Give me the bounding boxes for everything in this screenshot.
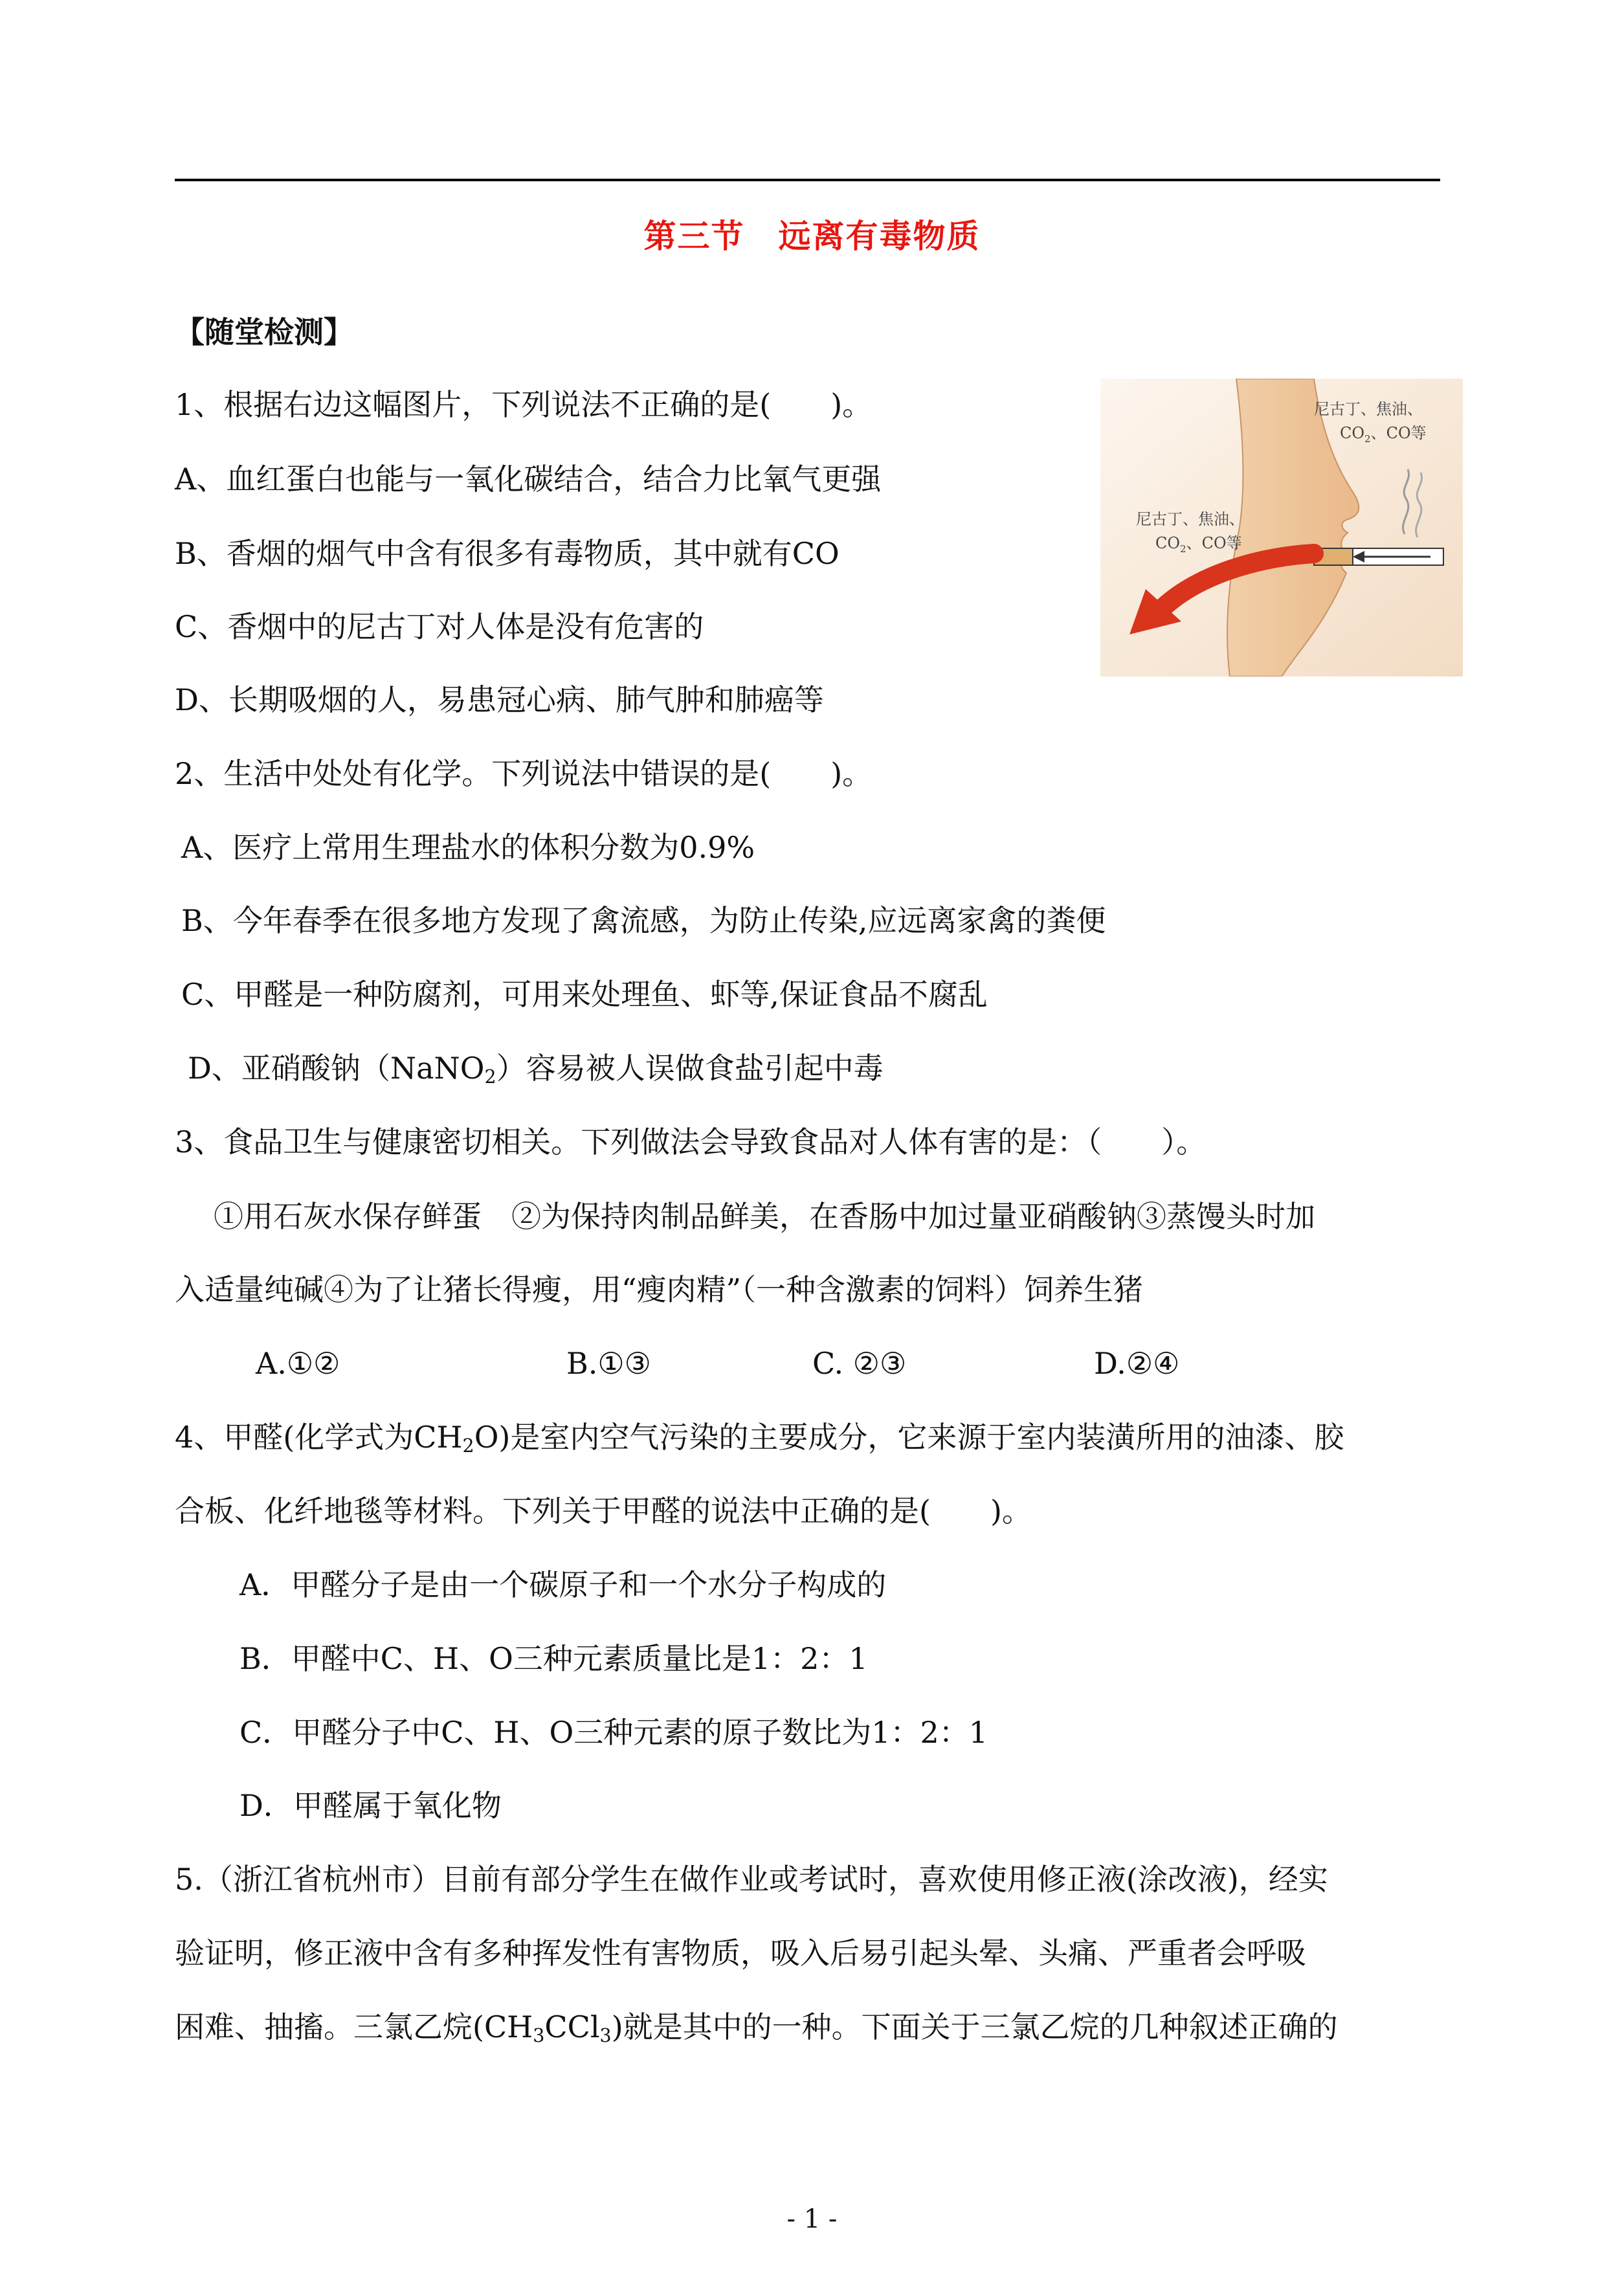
q3-stem: 3、食品卫生与健康密切相关。下列做法会导致食品对人体有害的是：（ ）。	[175, 1124, 1207, 1159]
q3-body-line-1: ①用石灰水保存鲜蛋 ②为保持肉制品鲜美，在香肠中加过量亚硝酸钠③蒸馒头时加	[214, 1199, 1315, 1234]
q3-option-c: C. ②③	[812, 1346, 907, 1381]
q2-option-b: B、今年春季在很多地方发现了禽流感，为防止传染,应远离家禽的粪便	[181, 903, 1106, 938]
page-number: - 1 -	[786, 2204, 838, 2234]
q4-option-c: C．甲醛分子中C、H、O三种元素的原子数比为1：2：1	[239, 1715, 988, 1750]
q4-option-a: A．甲醛分子是由一个碳原子和一个水分子构成的	[239, 1567, 887, 1602]
figure-label-left-1: 尼古丁、焦油、	[1136, 510, 1245, 528]
q5-line-3: 困难、抽搐。三氯乙烷$(CH_3CCl_3)$就是其中的一种。下面关于三氯乙烷的几种叙述正确的	[175, 2009, 1338, 2047]
header-rule	[175, 179, 1440, 181]
figure-label-top-1: 尼古丁、焦油、	[1314, 400, 1423, 418]
q2-stem: 2、生活中处处有化学。下列说法中错误的是( )。	[175, 756, 873, 791]
q4-stem-line-1: 4、甲醛(化学式为$CH_2O$)是室内空气污染的主要成分，它来源于室内装潢所用的油漆、胶	[175, 1420, 1344, 1457]
q5-line-2: 验证明，修正液中含有多种挥发性有害物质，吸入后易引起头晕、头痛、严重者会呼吸	[175, 1936, 1306, 1971]
page-title: 第三节 远离有毒物质	[643, 218, 981, 255]
q3-option-b: B.①③	[566, 1346, 651, 1381]
q3-option-a: A.①②	[256, 1346, 340, 1381]
q1-stem: 1、根据右边这幅图片，下列说法不正确的是( )。	[175, 387, 873, 422]
q1-option-a: A、血红蛋白也能与一氧化碳结合，结合力比氧气更强	[175, 462, 882, 497]
q3-option-d: D.②④	[1094, 1346, 1180, 1381]
q2-option-d: D、亚硝酸钠（NaNO$_2$）容易被人误做食盐引起中毒	[188, 1051, 884, 1088]
q2-option-a: A、医疗上常用生理盐水的体积分数为0.9%	[181, 830, 755, 865]
smoking-illustration	[1100, 379, 1463, 677]
q4-option-d: D．甲醛属于氧化物	[239, 1788, 502, 1823]
q1-option-b: B、香烟的烟气中含有很多有毒物质，其中就有CO	[175, 536, 840, 571]
q1-option-d: D、长期吸烟的人，易患冠心病、肺气肿和肺癌等	[175, 682, 824, 717]
q5-line-1: 5.（浙江省杭州市）目前有部分学生在做作业或考试时，喜欢使用修正液(涂改液)，经实	[175, 1862, 1328, 1897]
section-heading: 【随堂检测】	[175, 315, 353, 350]
q1-option-c: C、香烟中的尼古丁对人体是没有危害的	[175, 609, 704, 644]
q3-body-line-2: 入适量纯碱④为了让猪长得瘦，用“瘦肉精”（一种含激素的饲料）饲养生猪	[175, 1272, 1144, 1307]
q2-option-c: C、甲醛是一种防腐剂，可用来处理鱼、虾等,保证食品不腐乱	[181, 977, 988, 1012]
figure-label-top-2: $CO_2$、CO等	[1340, 424, 1427, 445]
figure-label-left-2: $CO_2$、CO等	[1155, 534, 1242, 555]
q4-option-b: B．甲醛中C、H、O三种元素质量比是1：2：1	[239, 1641, 868, 1676]
smoking-figure	[1100, 379, 1463, 677]
q4-stem-line-2: 合板、化纤地毯等材料。下列关于甲醛的说法中正确的是( )。	[175, 1493, 1032, 1528]
